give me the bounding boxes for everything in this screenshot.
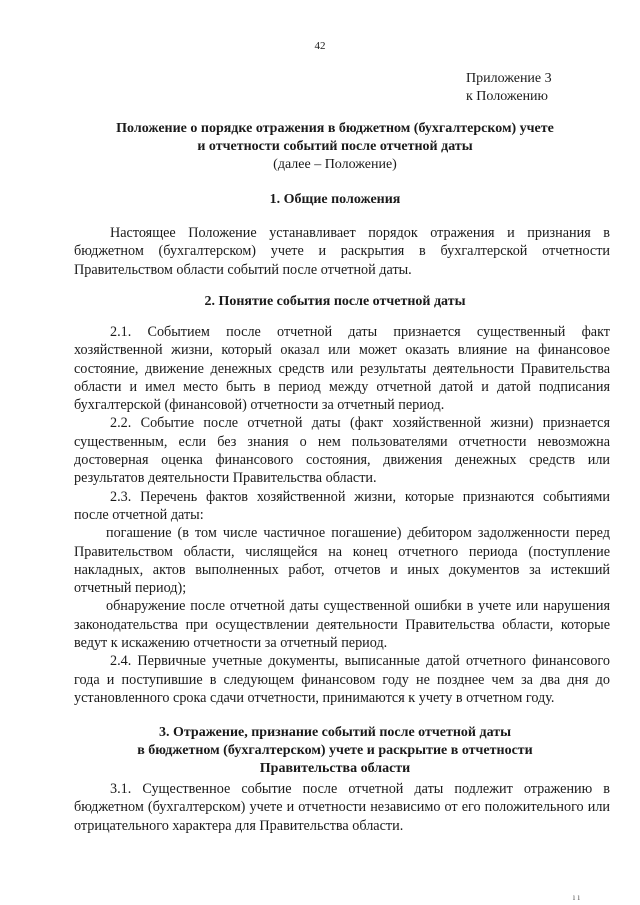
section-3-heading-line-3: Правительства области <box>259 761 411 776</box>
section-3-heading-line-1: 3. Отражение, признание событий после отчетной даты <box>158 725 512 740</box>
annex-line-2: к Положению <box>466 89 549 104</box>
title-line-1: Положение о порядке отражения в бюджетном (бухгалтерском) учете <box>116 121 554 136</box>
section-1-body <box>74 224 610 279</box>
paragraph-2-2: 2.2. Событие после отчетной даты (факт хозяйственной жизни) признается существенным, если без знания о нем пользователями отчетности невозможна достоверная оценка финансового состояния, движения денежных средств или результатов деятельности Правительства области. <box>74 415 610 487</box>
title-line-3: (далее – Положение) <box>273 157 397 172</box>
list-item-error-detection: обнаружение после отчетной даты существенной ошибки в учете или нарушения законодательства при осуществлении деятельности Правительства области, которые ведут к искажению отчетности за отчетный период. <box>74 598 610 652</box>
section-1-heading: 1. Общие положения <box>269 192 401 207</box>
section-2-heading: 2. Понятие события после отчетной даты <box>204 294 466 309</box>
paragraph-3-1: 3.1. Существенное событие после отчетной даты подлежит отражению в бюджетном (бухгалтерском) учете и отчетности независимо от его положительного или отрицательного характера для Правительства области. <box>74 781 610 834</box>
annex-line-1: Приложение 3 <box>466 71 552 86</box>
page-number: 42 <box>314 40 326 52</box>
title-line-2: и отчетности событий после отчетной даты <box>197 139 473 154</box>
scan-mark: ı ı <box>572 892 580 902</box>
document-title <box>60 120 610 174</box>
paragraph: Настоящее Положение устанавливает порядок отражения и признания в бюджетном (бухгалтерском) учете и раскрытия в бухгалтерской отчетности Правительством области событий после отчетной даты. <box>74 225 610 278</box>
paragraph-2-3: 2.3. Перечень фактов хозяйственной жизни, которые признаются событиями после отчетной даты: <box>74 488 610 523</box>
section-3-body <box>74 780 610 835</box>
paragraph-2-1: 2.1. Событием после отчетной даты признается существенный факт хозяйственной жизни, который оказал или может оказать влияние на финансовое состояние, движение денежных средств или результаты деятельности Правительства области и имел место быть в период между отчетной датой и датой подписания бухгалтерской (финансовой) отчетности за отчетный период. <box>74 324 610 414</box>
paragraph-2-4: 2.4. Первичные учетные документы, выписанные датой отчетного финансового года и поступившие в следующем финансовом году не позднее чем за два дня до установленного срока сдачи отчетности, принимаются к учету в отчетном году. <box>74 653 610 706</box>
section-2-body <box>74 323 610 707</box>
section-3-heading-line-2: в бюджетном (бухгалтерском) учете и раскрытие в отчетности <box>137 743 533 758</box>
annex-reference <box>466 70 552 106</box>
section-3-heading <box>60 724 610 778</box>
list-item-repayment: погашение (в том числе частичное погашение) дебитором задолженности перед Правительством области, числящейся на конец отчетного периода (поступление накладных, актов выполненных работ, отчетов и иных документов за истекший отчетный период); <box>74 525 610 597</box>
